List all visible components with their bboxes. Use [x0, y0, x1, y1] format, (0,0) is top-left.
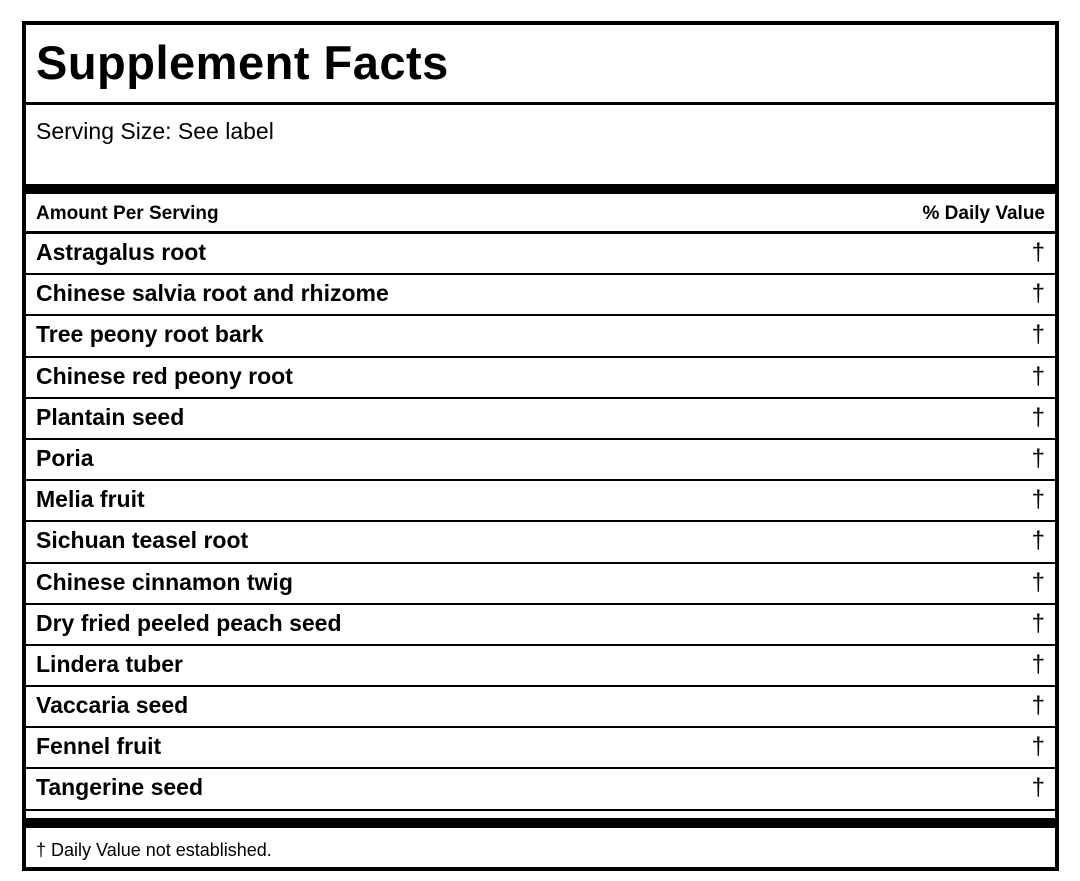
- ingredient-row: [26, 440, 1055, 481]
- column-header: [26, 194, 1055, 234]
- footnote-section: [26, 828, 1055, 871]
- daily-value-dagger: †: [1031, 239, 1045, 266]
- serving-size: Serving Size: See label: [36, 118, 274, 144]
- ingredient-name: Poria: [36, 444, 94, 471]
- daily-value-dagger: †: [1031, 444, 1045, 472]
- ingredient-name: Melia fruit: [36, 486, 145, 513]
- ingredient-row: [26, 728, 1055, 769]
- ingredient-row: [26, 522, 1055, 563]
- ingredient-row: [26, 605, 1055, 646]
- daily-value-dagger: †: [1031, 774, 1045, 802]
- ingredient-row: [26, 564, 1055, 605]
- daily-value-dagger: †: [1031, 568, 1045, 596]
- amount-per-serving-header: Amount Per Serving: [36, 203, 219, 224]
- ingredient-name: Chinese cinnamon twig: [36, 568, 293, 595]
- ingredient-row: [26, 316, 1055, 357]
- ingredient-name: Chinese salvia root and rhizome: [36, 280, 389, 307]
- ingredient-list: [26, 234, 1055, 811]
- daily-value-dagger: †: [1031, 692, 1045, 720]
- title-section: [26, 25, 1055, 105]
- ingredient-row: [26, 481, 1055, 522]
- ingredient-row: [26, 687, 1055, 728]
- daily-value-dagger: †: [1031, 280, 1045, 308]
- thick-divider-top: [26, 184, 1055, 194]
- ingredient-name: Sichuan teasel root: [36, 527, 249, 554]
- serving-section: [26, 105, 1055, 184]
- daily-value-dagger: †: [1031, 362, 1045, 390]
- ingredient-name: Tangerine seed: [36, 774, 204, 801]
- daily-value-dagger: †: [1031, 321, 1045, 349]
- thick-divider-bottom: [26, 818, 1055, 828]
- supplement-facts-panel: [22, 21, 1059, 871]
- ingredient-name: Lindera tuber: [36, 650, 183, 677]
- ingredient-name: Dry fried peeled peach seed: [36, 609, 342, 636]
- footnote: † Daily Value not established.: [36, 840, 272, 860]
- panel-title: Supplement Facts: [36, 36, 449, 89]
- ingredient-name: Tree peony root bark: [36, 321, 264, 348]
- ingredient-row: [26, 646, 1055, 687]
- ingredient-row: [26, 769, 1055, 810]
- daily-value-dagger: †: [1031, 486, 1045, 514]
- daily-value-header: % Daily Value: [922, 203, 1045, 224]
- daily-value-dagger: †: [1031, 527, 1045, 555]
- ingredient-name: Astragalus root: [36, 239, 206, 265]
- ingredient-name: Fennel fruit: [36, 733, 162, 760]
- ingredient-name: Chinese red peony root: [36, 362, 293, 389]
- ingredient-name: Plantain seed: [36, 403, 185, 430]
- daily-value-dagger: †: [1031, 650, 1045, 678]
- ingredient-row: [26, 358, 1055, 399]
- ingredient-row: [26, 275, 1055, 316]
- ingredient-name: Vaccaria seed: [36, 692, 189, 719]
- daily-value-dagger: †: [1031, 609, 1045, 637]
- ingredient-row: [26, 234, 1055, 275]
- daily-value-dagger: †: [1031, 403, 1045, 431]
- ingredient-row: [26, 399, 1055, 440]
- daily-value-dagger: †: [1031, 733, 1045, 761]
